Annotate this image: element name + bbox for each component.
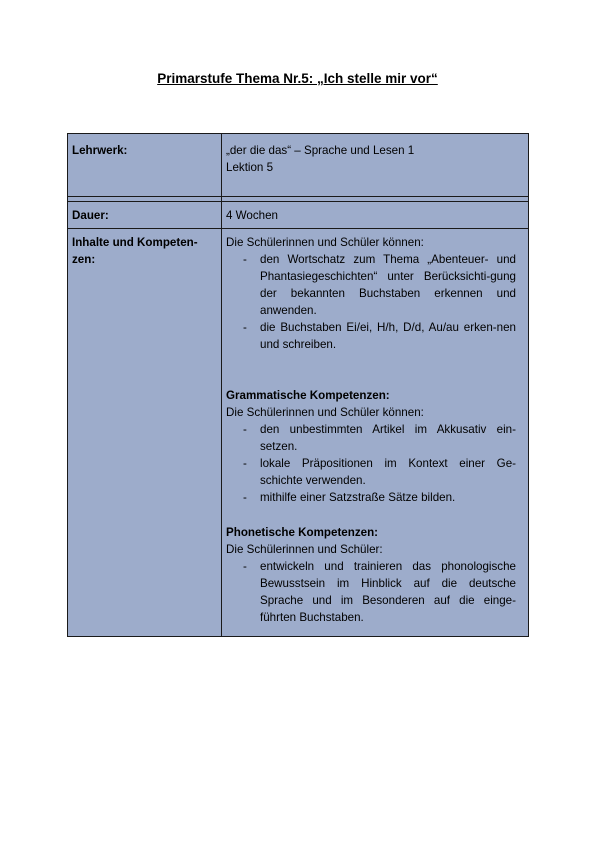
list-item: - den unbestimmten Artikel im Akkusativ ein-setzen. (226, 421, 524, 455)
dauer-value-cell (222, 202, 529, 229)
list-item: - mithilfe einer Satzstraße Sätze bilden. (226, 489, 524, 506)
dauer-label-cell (68, 202, 222, 229)
dauer-value: 4 Wochen (226, 209, 278, 222)
spacer (226, 506, 524, 524)
table-row-dauer (68, 202, 529, 229)
page-title (0, 71, 595, 86)
inhalte-list (226, 251, 524, 353)
lehrwerk-lesson: Lektion 5 (226, 161, 274, 174)
table-row-inhalte (68, 229, 529, 637)
table-row-lehrwerk (68, 134, 529, 197)
inhalte-value-cell (222, 229, 529, 637)
phonetik-heading: Phonetische Kompetenzen: (226, 526, 379, 539)
list-item: - die Buchstaben Ei/ei, H/h, D/d, Au/au erken-nen und schreiben. (226, 319, 524, 353)
lehrwerk-label-cell (68, 134, 222, 197)
grammatik-intro: Die Schülerinnen und Schüler können: (226, 406, 424, 419)
grammatik-list (226, 421, 524, 506)
inhalte-intro: Die Schülerinnen und Schüler können: (226, 236, 424, 249)
lehrwerk-label: Lehrwerk: (72, 144, 128, 157)
inhalte-label: Inhalte und Kompeten-zen: (72, 236, 198, 266)
list-item: - entwickeln und trainieren das phonologische Bewusstsein im Hinblick auf die deutsche Sprache und im Besonderen auf die einge-führten Buchstaben. (226, 558, 524, 626)
phonetik-list (226, 558, 524, 626)
phonetik-intro: Die Schülerinnen und Schüler: (226, 543, 383, 556)
lehrwerk-value-cell (222, 134, 529, 197)
spacer (226, 353, 524, 387)
list-item: - lokale Präpositionen im Kontext einer Ge-schichte verwenden. (226, 455, 524, 489)
lesson-table (67, 133, 529, 637)
list-item: - den Wortschatz zum Thema „Abenteuer- und Phantasiegeschichten“ unter Berücksichti-gung der bekannten Buchstaben erkennen und anwenden. (226, 251, 524, 319)
grammatik-heading: Grammatische Kompetenzen: (226, 389, 390, 402)
page-title-text: Primarstufe Thema Nr.5: „Ich stelle mir vor“ (157, 71, 438, 86)
inhalte-label-cell (68, 229, 222, 637)
dauer-label: Dauer: (72, 209, 109, 222)
lehrwerk-book-title: „der die das“ – Sprache und Lesen 1 (226, 144, 415, 157)
